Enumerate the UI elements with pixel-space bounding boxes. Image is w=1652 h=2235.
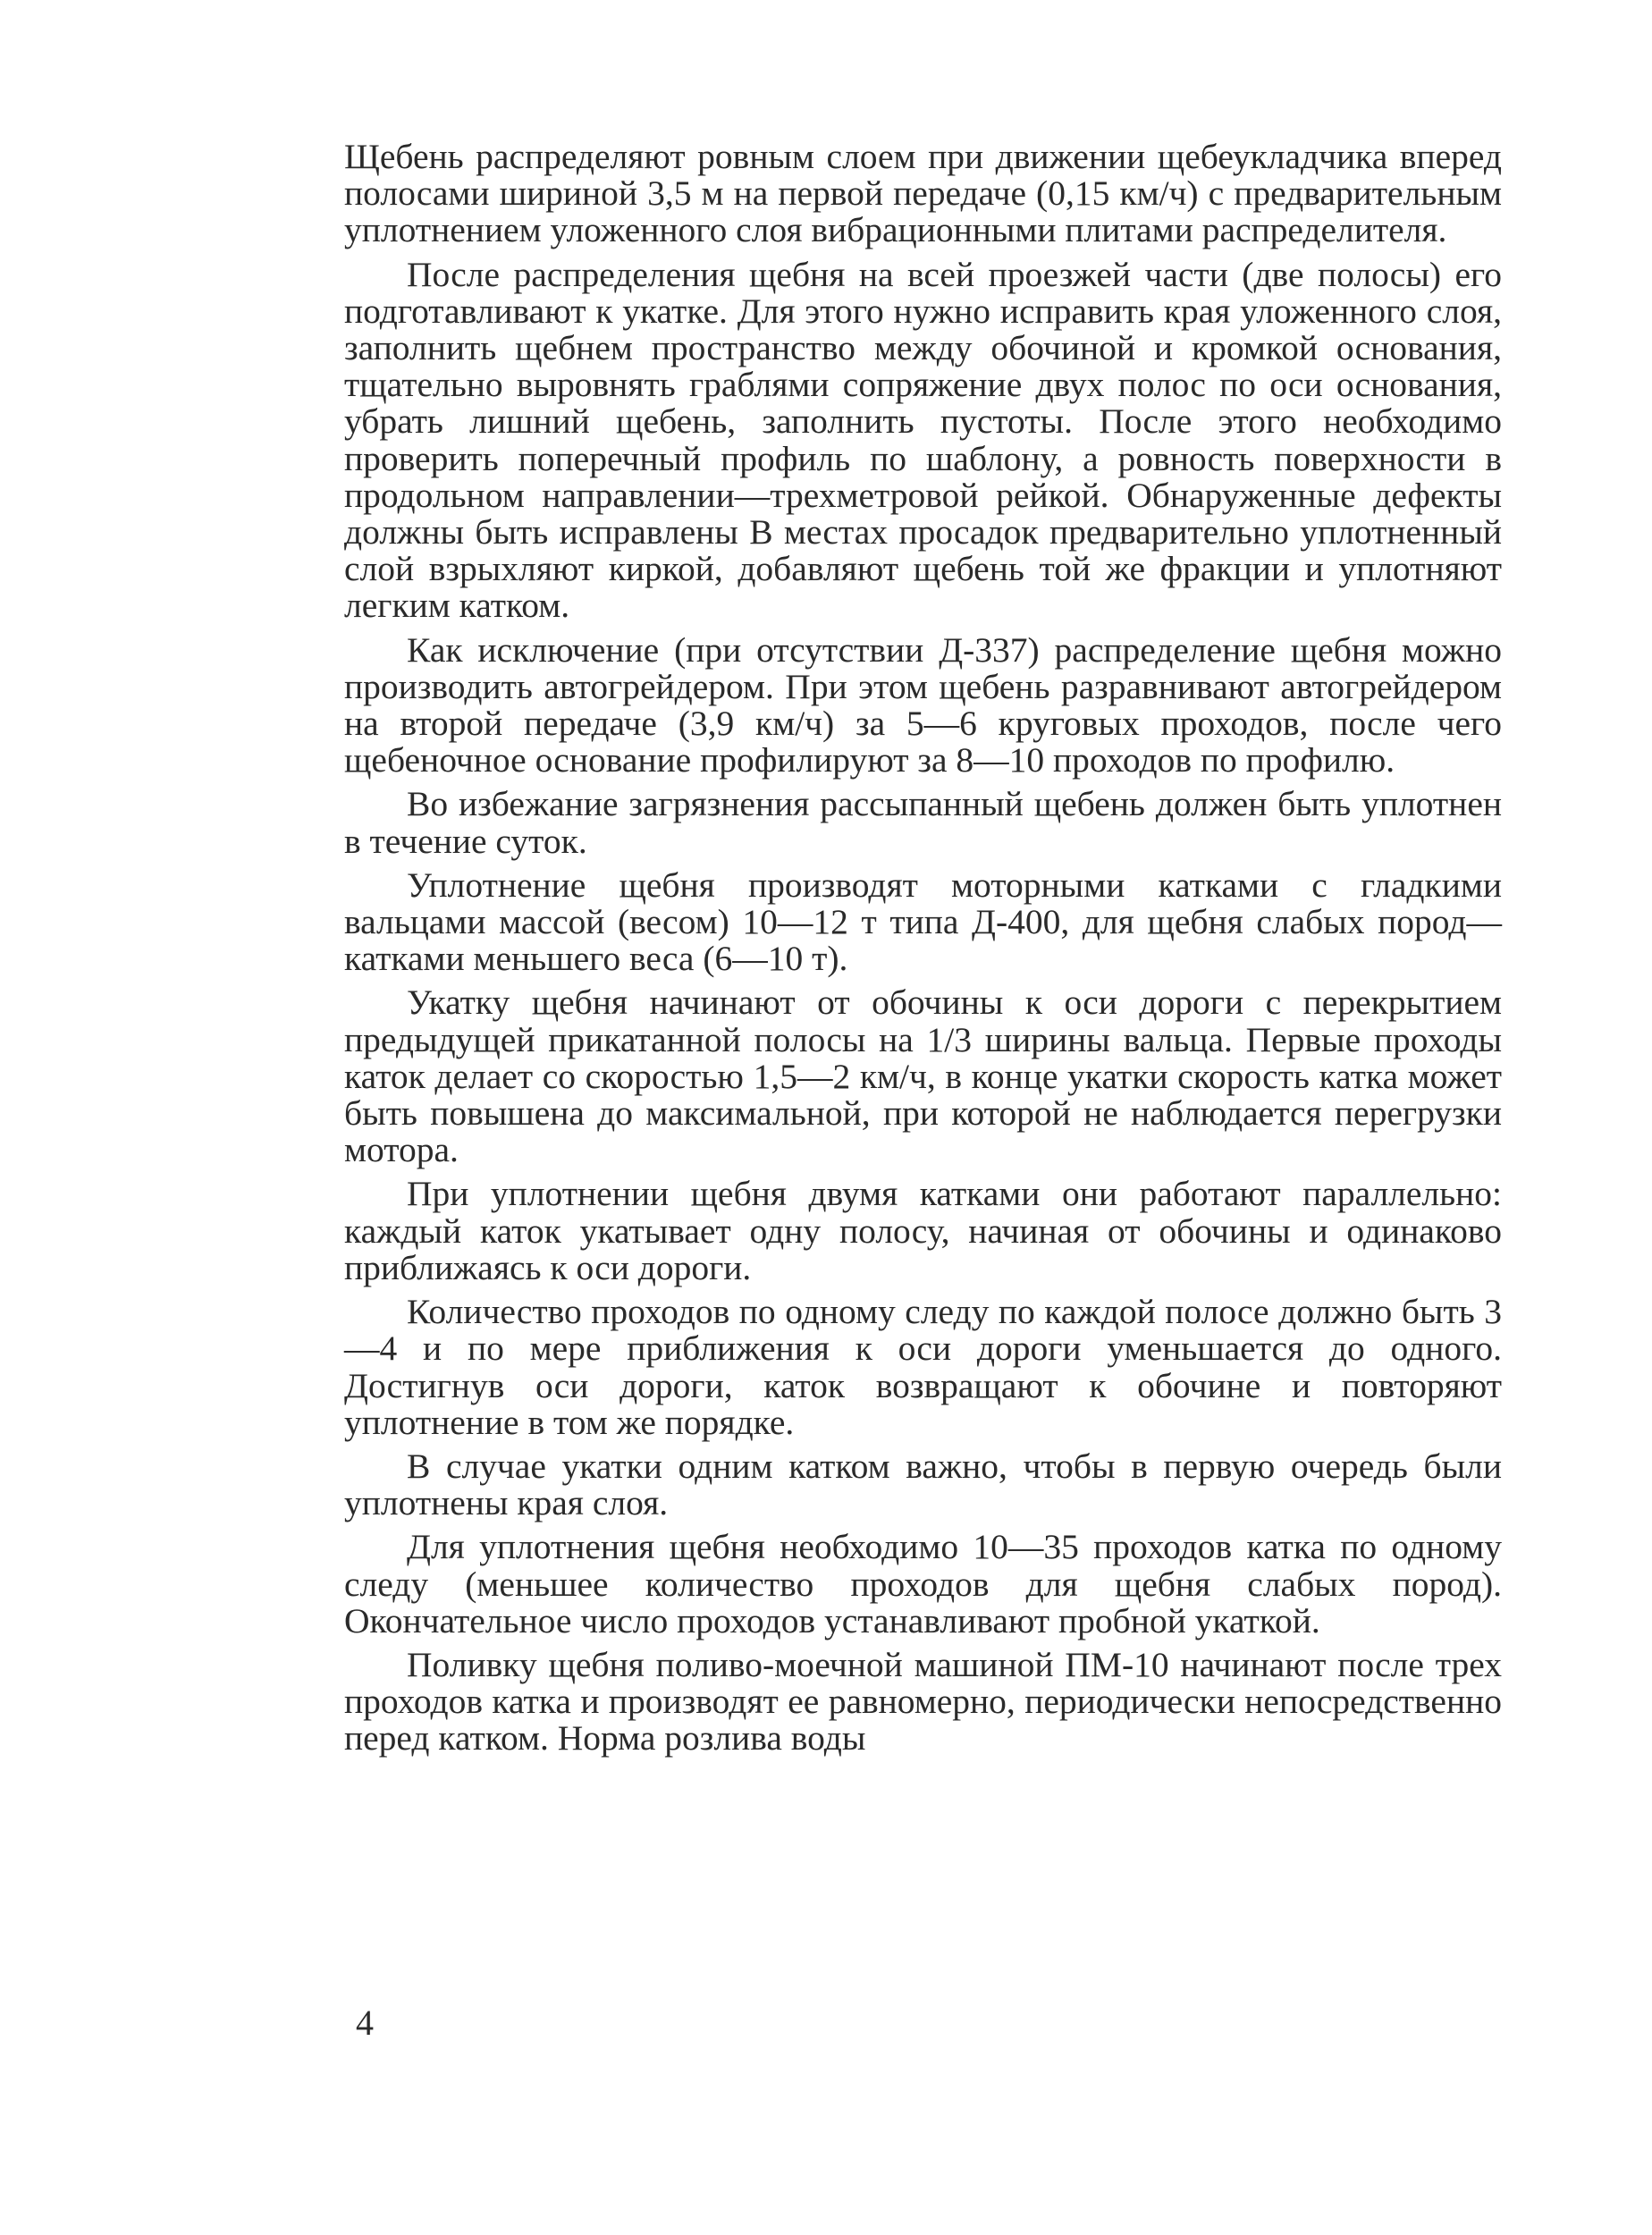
- paragraph-8: Количество проходов по одному следу по каждой полосе должно быть 3—4 и по мере приближения к оси дороги уменьшается до одного. Достигнув оси дороги, каток возвращают к обочине и повторяют уплотнение в том же порядке.: [344, 1292, 1502, 1442]
- paragraph-9: В случае укатки одним катком важно, чтобы в первую очередь были уплотнены края слоя.: [344, 1446, 1502, 1523]
- paragraph-11: Поливку щебня поливо-моечной машиной ПМ-10 начинают после трех проходов катка и производят ее равномерно, периодически непосредственно перед катком. Норма розлива воды: [344, 1644, 1502, 1758]
- paragraph-6: Укатку щебня начинают от обочины к оси дороги с перекрытием предыдущей прикатанной полосы на 1/3 ширины вальца. Первые проходы каток делает со скоростью 1,5—2 км/ч, в конце укатки скорость катка может быть повышена до максимальной, при которой не наблюдается перегрузки мотора.: [344, 983, 1502, 1170]
- paragraph-4: Во избежание загрязнения рассыпанный щебень должен быть уплотнен в течение суток.: [344, 784, 1502, 861]
- paragraph-7: При уплотнении щебня двумя катками они работают параллельно: каждый каток укатывает одну полосу, начиная от обочины и одинаково приближаясь к оси дороги.: [344, 1174, 1502, 1287]
- paragraph-3: Как исключение (при отсутствии Д-337) распределение щебня можно производить автогрейдером. При этом щебень разравнивают автогрейдером на второй передаче (3,9 км/ч) за 5—6 круговых проходов, после чего щебеночное основание профилируют за 8—10 проходов по профилю.: [344, 629, 1502, 780]
- paragraph-1: Щебень распределяют ровным слоем при движении щебеукладчика вперед полосами шириной 3,5 м на первой передаче (0,15 км/ч) с предварительным уплотнением уложенного слоя вибрационными плитами распределителя.: [344, 137, 1502, 250]
- page-body: [344, 139, 1502, 1765]
- page-number: 4: [356, 2003, 374, 2043]
- paragraph-2: После распределения щебня на всей проезжей части (две полосы) его подготавливают к укатке. Для этого нужно исправить края уложенного слоя, заполнить щебнем пространство между обочиной и кромкой основания, тщательно выровнять граблями сопряжение двух полос по оси основания, убрать лишний щебень, заполнить пустоты. После этого необходимо проверить поперечный профиль по шаблону, а ровность поверхности в продольном направлении—трехметровой рейкой. Обнаруженные дефекты должны быть исправлены В местах просадок предварительно уплотненный слой взрыхляют киркой, добавляют щебень той же фракции и уплотняют легким катком.: [344, 254, 1502, 626]
- paragraph-5: Уплотнение щебня производят моторными катками с гладкими вальцами массой (весом) 10—12 т типа Д-400, для щебня слабых пород—катками меньшего веса (6—10 т).: [344, 864, 1502, 979]
- paragraph-10: Для уплотнения щебня необходимо 10—35 проходов катка по одному следу (меньшее количество проходов для щебня слабых пород). Окончательное число проходов устанавливают пробной укаткой.: [344, 1527, 1502, 1640]
